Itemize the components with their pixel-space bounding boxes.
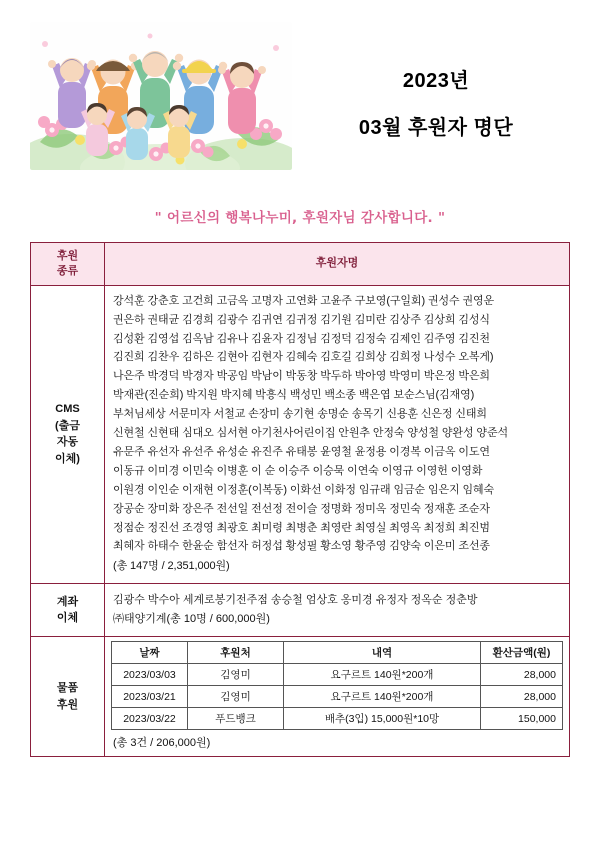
cms-label-line2: (출금 <box>55 419 80 432</box>
header-names: 후원자명 <box>105 243 570 286</box>
donor-name-line: 김광수 박수아 세계로봉기전주점 송승철 엄상호 옹미경 유정자 정옥순 정춘방 <box>113 594 478 607</box>
table-row-account-transfer <box>31 584 570 637</box>
goods-date: 2023/03/22 <box>112 708 188 730</box>
donor-name-line: 강석훈 강춘호 고건희 고금옥 고명자 고연화 고윤주 구보영(구일회) 권성수 권영운 <box>113 294 495 307</box>
goods-detail: 요구르트 140원*200개 <box>284 664 481 686</box>
header-kind-line2: 종류 <box>56 264 79 277</box>
row-label-goods <box>31 637 105 757</box>
goods-header-donor: 후원처 <box>188 642 284 664</box>
goods-header-detail: 내역 <box>284 642 481 664</box>
goods-header-amount: 환산금액(원) <box>481 642 563 664</box>
donor-name-line: 최혜자 하태수 한윤순 함선자 허정섭 황성필 황소영 황주영 김양숙 이은미 조선종 <box>113 540 490 553</box>
donor-name-line: 이원경 이인순 이재현 이정훈(이복동) 이화선 이화정 임규래 임금순 임은지 임혜숙 <box>113 483 495 496</box>
donor-name-line: 정점순 정진선 조경영 최광호 최미령 최병춘 최영란 최영실 최영옥 최정희 최진범 <box>113 521 490 534</box>
goods-row <box>112 708 563 730</box>
goods-amount: 150,000 <box>481 708 563 730</box>
goods-row <box>112 664 563 686</box>
account-label-line1: 계좌 <box>56 595 79 608</box>
donor-name-line: 나은주 박경덕 박경자 박공임 박남이 박동창 박두하 박아영 박영미 박은정 박은희 <box>113 370 490 383</box>
page-title <box>292 22 570 140</box>
cms-total: (총 147명 / 2,351,000원) <box>113 560 230 573</box>
header-kind-line1: 후원 <box>56 250 79 262</box>
document-header <box>30 22 570 172</box>
donor-name-line: 권은하 권태균 김경희 김광수 김귀연 김귀정 김기원 김미란 김상주 김상희 김성식 <box>113 313 490 326</box>
table-header-row <box>31 243 570 286</box>
goods-total: (총 3건 / 206,000원) <box>113 737 211 750</box>
cheering-people-flowers-illustration <box>30 22 292 170</box>
cms-label-line4: 이체) <box>55 452 80 465</box>
goods-amount: 28,000 <box>481 664 563 686</box>
goods-donor: 푸드뱅크 <box>188 708 284 730</box>
title-subject: 03월 후원자 명단 <box>358 117 514 139</box>
goods-label-line2: 후원 <box>56 698 79 711</box>
title-year: 2023년 <box>402 70 470 92</box>
cms-label-line1: CMS <box>55 403 80 416</box>
goods-row <box>112 686 563 708</box>
goods-label-line1: 물품 <box>56 682 79 695</box>
goods-header-row <box>112 642 563 664</box>
goods-detail-cell <box>105 637 570 757</box>
row-label-account <box>31 584 105 637</box>
donor-name-line: 박재관(진순희) 박지원 박지혜 박흥식 백성민 백소종 백은엽 보순스님(김재영) <box>113 389 475 402</box>
cms-donor-names <box>105 285 570 584</box>
donor-name-line: 신현철 신현태 심대오 심서현 아기천사어린이집 안원추 안정숙 양성철 양완성 양준석 <box>113 427 509 440</box>
donor-name-line: 이동규 이미경 이민숙 이병훈 이 순 이승주 이승묵 이연숙 이영규 이영헌 이영화 <box>113 464 483 477</box>
table-row-cms <box>31 285 570 584</box>
donor-name-line: 유문주 유선자 유선주 유성순 유진주 유태봉 윤영철 윤정용 이경복 이금옥 이도연 <box>113 445 490 458</box>
donor-table <box>30 242 570 757</box>
donor-name-line: 김진희 김찬우 김하은 김현아 김현자 김혜숙 김호길 김희상 김희정 나성수 오복게) <box>113 351 494 364</box>
account-donor-names <box>105 584 570 637</box>
table-row-goods <box>31 637 570 757</box>
donor-name-line: 장공순 장미화 장은주 전선일 전선정 전이슬 정명화 정미옥 정민숙 정재훈 조순자 <box>113 502 490 515</box>
header-kind <box>31 243 105 286</box>
goods-date: 2023/03/03 <box>112 664 188 686</box>
goods-donor: 김영미 <box>188 664 284 686</box>
row-label-cms <box>31 285 105 584</box>
slogan-text: " 어르신의 행복나누미, 후원자님 감사합니다. " <box>154 210 446 226</box>
goods-table <box>111 641 563 730</box>
goods-donor: 김영미 <box>188 686 284 708</box>
goods-amount: 28,000 <box>481 686 563 708</box>
goods-date: 2023/03/21 <box>112 686 188 708</box>
donor-name-line: 부처님세상 서문미자 서철교 손장미 송기현 송명순 송목기 신용훈 신은정 신태희 <box>113 408 487 421</box>
donor-name-line: 김성환 김영섭 김옥남 김유나 김윤자 김정님 김정덕 김정숙 김제인 김주영 김진천 <box>113 332 490 345</box>
cms-label-line3: 자동 <box>56 436 79 449</box>
goods-detail: 요구르트 140원*200개 <box>284 686 481 708</box>
goods-detail: 배추(3입) 15,000원*10망 <box>284 708 481 730</box>
goods-header-date: 날짜 <box>112 642 188 664</box>
account-label-line2: 이체 <box>56 612 79 625</box>
donor-name-line: ㈜태양기계(총 10명 / 600,000원) <box>113 613 270 626</box>
